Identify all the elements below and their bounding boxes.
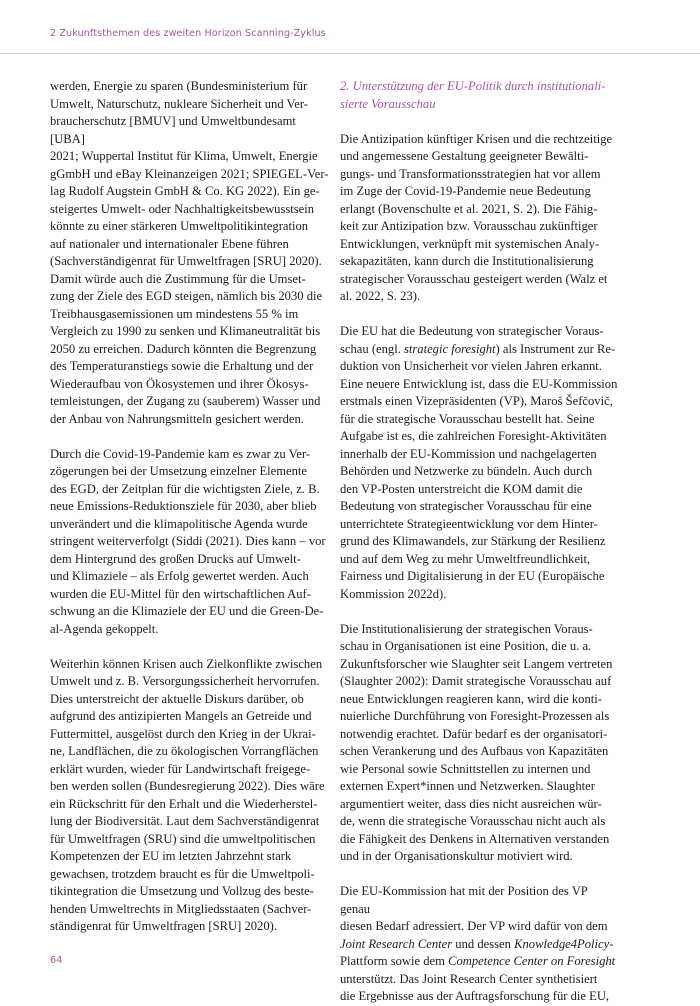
- right-paragraph-2: [340, 323, 620, 603]
- text-line: al. 2022, S. 23).: [340, 289, 421, 303]
- text-line: 2. Unterstützung der EU-Politik durch institutionali-: [340, 79, 606, 93]
- left-paragraph-1: [50, 78, 330, 428]
- text-line: Dies unterstreicht der aktuelle Diskurs darüber, ob: [50, 691, 304, 706]
- p4-line-3-mid: und dessen: [452, 936, 515, 951]
- text-line: schen Verankerung und des Aufbaus von Kapazitäten: [340, 744, 609, 758]
- right-paragraph-1: [340, 131, 620, 306]
- text-line: de, wenn die strategische Vorausschau nicht auch als: [340, 814, 606, 828]
- text-line: sekapazitäten, kann durch die Institutionalisierung: [340, 254, 594, 268]
- text-line: Zukunftsforscher wie Slaughter seit Langem vertreten: [340, 656, 613, 671]
- text-line: nuierliche Durchführung von Foresight-Prozessen als: [340, 709, 610, 723]
- text-line: Umwelt und z. B. Versorgungssicherheit hervorrufen.: [50, 674, 320, 688]
- text-line: schwung an die Klimaziele der EU und die Green-De-: [50, 604, 324, 618]
- text-line: der Anbau von Nahrungsmitteln gesichert werden.: [50, 411, 304, 426]
- text-line: des EGD, der Zeitplan für die wichtigsten Ziele, z. B.: [50, 481, 320, 496]
- text-line: gewachsen, trotzdem braucht es für die Umweltpoli-: [50, 866, 315, 881]
- text-line: neue Entwicklungen reagieren kann, wird die konti-: [340, 691, 602, 706]
- text-line: schau in Organisationen ist eine Position, die u. a.: [340, 639, 592, 653]
- header-divider: [0, 53, 700, 54]
- text-line: Bedeutung von strategischer Vorausschau für eine: [340, 499, 592, 513]
- left-paragraph-3: [50, 656, 330, 936]
- text-line: 2050 zu erreichen. Dadurch könnten die Begrenzung: [50, 341, 317, 356]
- term-knowledge4policy: Knowledge4Policy: [514, 936, 610, 951]
- text-line: erlangt (Bovenschulte et al. 2021, S. 2). Die Fähig-: [340, 201, 598, 216]
- text-line: tikintegration die Umsetzung und Vollzug des beste-: [50, 884, 314, 898]
- text-line: Umwelt, Naturschutz, nukleare Sicherheit und Ver-: [50, 96, 308, 111]
- text-line: den VP-Posten unterstreicht die KOM damit die: [340, 481, 583, 496]
- text-line: 2021; Wuppertal Institut für Klima, Umwelt, Energie: [50, 149, 318, 163]
- text-line: und in der Organisationskultur motiviert wird.: [340, 849, 573, 863]
- text-line: stringent weiterverfolgt (Siddi (2021). Dies kann – vor: [50, 534, 326, 548]
- text-line: Weiterhin können Krisen auch Zielkonflikte zwischen: [50, 656, 323, 671]
- text-line: Die Institutionalisierung der strategischen Voraus-: [340, 621, 593, 636]
- term-competence-center: Competence Center on Foresight: [448, 954, 616, 968]
- text-line: al-Agenda gekoppelt.: [50, 621, 159, 636]
- p2-line-2-start: schau (engl.: [340, 341, 404, 356]
- text-line: strategischer Vorausschau gesteigert werden (Walz et: [340, 271, 608, 286]
- text-line: Behörden und Netzwerke zu bündeln. Auch durch: [340, 464, 593, 478]
- text-line: und angemessene Gestaltung geeigneter Bewälti-: [340, 149, 589, 163]
- text-line: ein Rückschritt für den Erhalt und die Wiederherstel-: [50, 796, 318, 811]
- text-line: Eine neuere Entwicklung ist, dass die EU-Kommission: [340, 376, 618, 391]
- term-joint-research-center: Joint Research Center: [340, 936, 453, 951]
- text-line: Vergleich zu 1990 zu senken und Klimaneutralität bis: [50, 324, 321, 338]
- text-line: sierte Vorausschau: [340, 96, 436, 111]
- right-paragraph-4: [340, 883, 620, 1006]
- text-line: duktion von Unsicherheit vor vielen Jahren erkannt.: [340, 359, 602, 373]
- text-line: und Klimaziele – als Erfolg gewertet werden. Auch: [50, 569, 309, 583]
- text-line: Futtermittel, ausgelöst durch den Krieg in der Ukrai-: [50, 726, 316, 741]
- text-line: Durch die Covid-19-Pandemie kam es zwar zu Ver-: [50, 446, 311, 461]
- text-line: für Umweltfragen (SRU) sind die umweltpolitischen: [50, 831, 316, 846]
- text-line: unverändert und die klimapolitische Agenda wurde: [50, 516, 308, 531]
- text-line: zögerungen bei der Umsetzung einzelner Elemente: [50, 464, 308, 478]
- text-line: dem Hintergrund des großen Drucks auf Umwelt-: [50, 551, 301, 566]
- text-line: könnte zu einer stärkeren Umweltpolitikintegration: [50, 219, 309, 233]
- text-line: des Temperaturanstiegs sowie die Erhaltung und der: [50, 359, 314, 373]
- p4-line-2: diesen Bedarf adressiert. Der VP wird dafür von dem: [340, 919, 608, 933]
- text-line: wie Personal sowie Schnittstellen zu internen und: [340, 761, 591, 776]
- text-line: unterrichtete Strategieentwicklung vor dem Hinter-: [340, 516, 598, 531]
- text-line: steigertes Umwelt- oder Nachhaltigkeitsbewusstsein: [50, 201, 315, 216]
- text-line: aufgrund des antizipierten Mangels an Getreide und: [50, 709, 312, 723]
- p4-line-3-end: -: [609, 936, 614, 951]
- text-line: zung der Ziele des EGD steigen, nämlich bis 2030 die: [50, 289, 323, 303]
- text-line: für die strategische Vorausschau bestellt hat. Seine: [340, 411, 595, 426]
- text-line: Aufgabe ist es, die zahlreichen Foresight-Aktivitäten: [340, 429, 607, 443]
- text-line: Wiederaufbau von Ökosystemen und ihrer Ökosys-: [50, 376, 309, 391]
- text-line: Kommission 2022d).: [340, 586, 447, 601]
- text-line: henden Umweltrechts in Mitgliedsstaaten (Sachver-: [50, 901, 312, 916]
- text-line: auf nationaler und internationaler Ebene führen: [50, 236, 289, 251]
- left-column: [50, 78, 330, 936]
- text-line: Entwicklungen, verknüpft mit systemischen Analy-: [340, 236, 600, 251]
- p2-line-1: Die EU hat die Bedeutung von strategischer Voraus-: [340, 324, 604, 338]
- text-line: gGmbH und eBay Kleinanzeigen 2021; SPIEGEL-Ver-: [50, 166, 329, 181]
- text-line: ben werden sollen (Bundesregierung 2022). Dies wäre: [50, 779, 325, 793]
- text-line: (Slaughter 2002): Damit strategische Vorausschau auf: [340, 674, 612, 688]
- right-paragraph-3: [340, 621, 620, 866]
- running-head: 2 Zukunftsthemen des zweiten Horizon Scanning-Zyklus: [50, 28, 326, 39]
- text-line: ne, Landflächen, die zu ökologischen Vorrangflächen: [50, 744, 319, 758]
- text-line: Treibhausgasemissionen um mindestens 55 % im: [50, 306, 299, 321]
- text-line: externen Expert*innen und Netzwerken. Slaughter: [340, 779, 595, 793]
- text-line: lag Rudolf Augstein GmbH & Co. KG 2022). Ein ge-: [50, 184, 320, 198]
- p4-line-1: Die EU-Kommission hat mit der Position des VP genau: [340, 884, 588, 916]
- right-column: [340, 78, 620, 1006]
- text-line: ständigenrat für Umweltfragen [SRU] 2020).: [50, 919, 277, 933]
- text-line: im Zuge der Covid-19-Pandemie neue Bedeutung: [340, 184, 591, 198]
- text-line: gungs- und Transformationsstrategien hat vor allem: [340, 166, 601, 181]
- p4-line-4-start: Plattform sowie dem: [340, 954, 449, 968]
- text-line: Damit würde auch die Zustimmung für die Umset-: [50, 271, 306, 286]
- text-line: erstmals einen Vizepräsidenten (VP), Maroš Šefčovič,: [340, 394, 613, 408]
- page-number: 64: [50, 955, 63, 966]
- text-line: neue Emissions-Reduktionsziele für 2030, aber blieb: [50, 499, 317, 513]
- text-line: und auf dem Weg zu mehr Umweltfreundlichkeit,: [340, 551, 591, 566]
- p2-line-2-end: ) als Instrument zur Re-: [495, 341, 616, 356]
- text-line: Kompetenzen der EU im letzten Jahrzehnt stark: [50, 849, 292, 863]
- text-line: wurden die EU-Mittel für den wirtschaftlichen Auf-: [50, 586, 311, 601]
- text-line: Fairness und Digitalisierung in der EU (Europäische: [340, 569, 605, 583]
- text-line: grund des Klimawandels, zur Stärkung der Resilienz: [340, 534, 606, 548]
- text-line: temleistungen, der Zugang zu (sauberem) Wasser und: [50, 394, 321, 408]
- p4-line-6: die Ergebnisse aus der Auftragsforschung für die EU,: [340, 989, 610, 1003]
- term-strategic-foresight: strategic foresight: [404, 341, 496, 356]
- left-paragraph-2: [50, 446, 330, 639]
- section-title: [340, 78, 620, 113]
- text-line: argumentiert weiter, dass dies nicht ausreichen wür-: [340, 796, 602, 811]
- text-line: Die Antizipation künftiger Krisen und die rechtzeitige: [340, 131, 613, 146]
- p4-line-5: unterstützt. Das Joint Research Center synthetisiert: [340, 971, 598, 986]
- text-line: notwendig erachtet. Dafür bedarf es der organisatori-: [340, 726, 608, 741]
- text-line: braucherschutz [BMUV] und Umweltbundesamt [UBA]: [50, 114, 296, 146]
- text-line: keit zur Antizipation bzw. Vorausschau zukünftiger: [340, 219, 598, 233]
- text-line: werden, Energie zu sparen (Bundesministerium für: [50, 79, 308, 93]
- text-line: die Fähigkeit des Denkens in Alternativen verstanden: [340, 831, 610, 846]
- text-line: lung der Biodiversität. Laut dem Sachverständigenrat: [50, 814, 320, 828]
- text-line: (Sachverständigenrat für Umweltfragen [SRU] 2020).: [50, 254, 322, 268]
- text-line: erklärt wurden, wieder für Landwirtschaft freigege-: [50, 761, 311, 776]
- text-line: innerhalb der EU-Kommission und nachgelagerten: [340, 446, 597, 461]
- p2-remaining-lines: [340, 359, 617, 601]
